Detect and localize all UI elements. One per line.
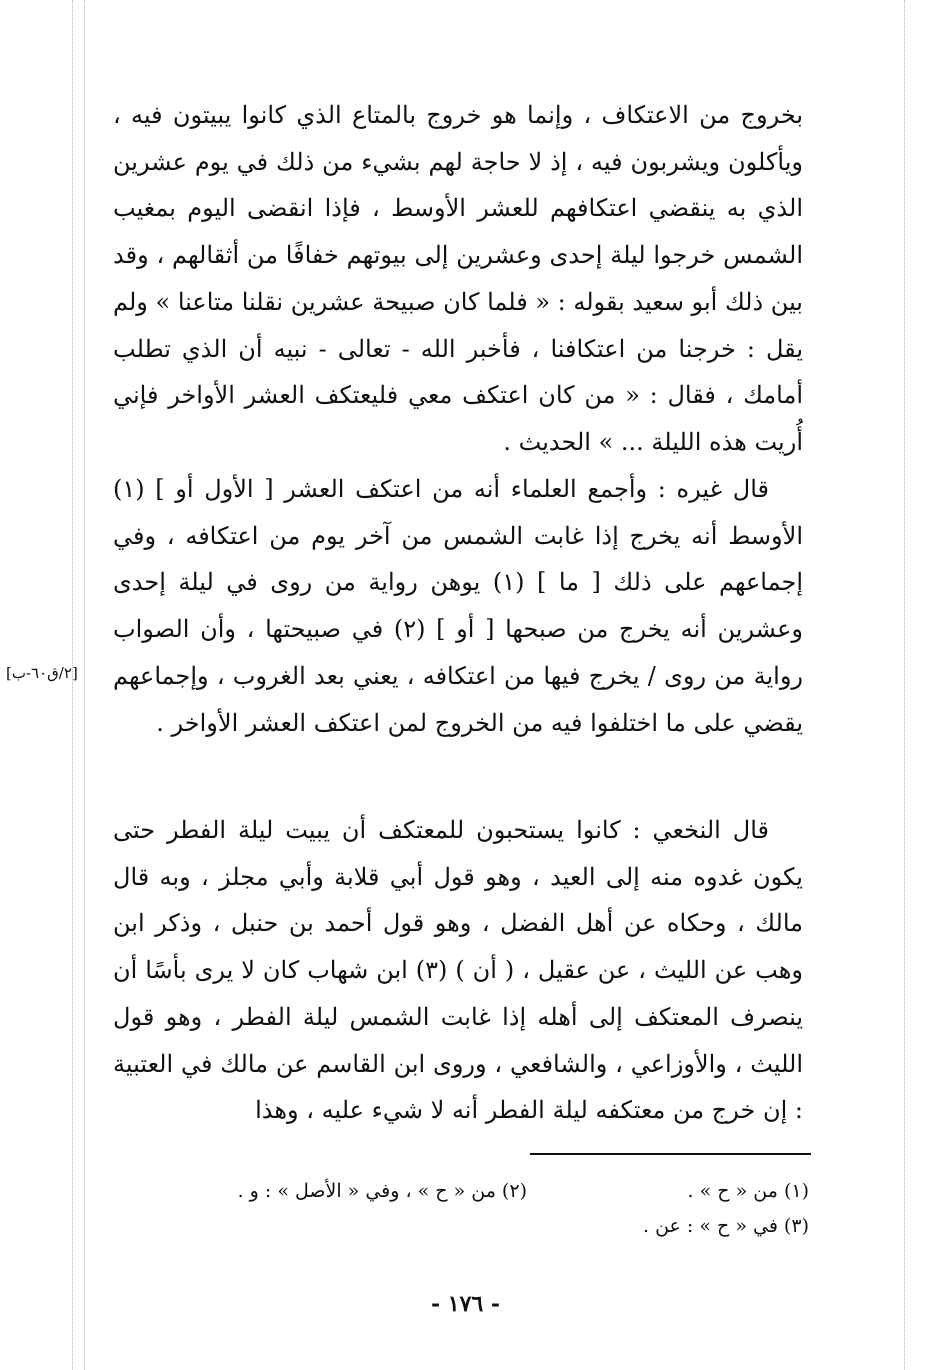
- page-number: - ١٧٦ -: [430, 1291, 501, 1317]
- scan-edge-line: [904, 0, 905, 1370]
- scan-edge-line: [84, 0, 85, 1370]
- paragraph-text: بخروج من الاعتكاف ، وإنما هو خروج بالمتاع الذي كانوا يبيتون فيه ، ويأكلون ويشربون فيه ، إذ لا حاجة لهم بشيء من ذلك في يوم عشرين الذي به ينقضي اعتكافهم للعشر الأوسط ، فإذا انقضى اليوم بمغيب الشمس خرجوا ليلة إحدى وعشرين إلى بيوتهم خفافًا من أثقالهم ، وقد بين ذلك أبو سعيد بقوله : « فلما كان صبيحة عشرين نقلنا متاعنا » ولم يقل : خرجنا من اعتكافنا ، فأخبر الله - تعالى - نبيه أن الذي تطلب أمامك ، فقال : « من كان اعتكف معي فليعتكف العشر الأواخر فإني أُريت هذه الليلة ... » الحديث .: [113, 101, 803, 456]
- footnote-divider: [530, 1153, 811, 1155]
- paragraph-text: قال النخعي : كانوا يستحبون للمعتكف أن يبيت ليلة الفطر حتى يكون غدوه منه إلى العيد ، وهو قول أبي قلابة وأبي مجلز ، وبه قال مالك ، وحكاه عن أهل الفضل ، وهو قول أحمد بن حنبل ، وذكر ابن وهب عن الليث ، عن عقيل ، ( أن ) (٣) ابن شهاب كان لا يرى بأسًا أن ينصرف المعتكف إلى أهله إذا غابت الشمس ليلة الفطر ، وهو قول الليث ، والأوزاعي ، والشافعي ، وروى ابن القاسم عن مالك في العتبية : إن خرج من معتكفه ليلة الفطر أنه لا شيء عليه ، وهذا: [113, 816, 803, 1125]
- body-paragraph-3: [113, 807, 803, 1134]
- body-paragraph-1: [113, 92, 803, 466]
- footnote-3: (٣) في « ح » : عن .: [642, 1215, 809, 1237]
- scan-edge-line: [72, 0, 73, 1370]
- footnote-2: (٢) من « ح » ، وفي « الأصل » : و .: [237, 1180, 527, 1202]
- footnote-1: (١) من « ح » .: [687, 1180, 809, 1202]
- paragraph-text: قال غيره : وأجمع العلماء أنه من اعتكف العشر [ الأول أو ] (١) الأوسط أنه يخرج إذا غابت الشمس من آخر يوم من اعتكافه ، وفي إجماعهم على ذلك [ ما ] (١) يوهن رواية من روى في ليلة إحدى وعشرين أنه يخرج من صبحها [ أو ] (٢) في صبيحتها ، وأن الصواب رواية من روى / يخرج فيها من اعتكافه ، يعني بعد الغروب ، وإجماعهم يقضي على ما اختلفوا فيه من الخروج لمن اعتكف العشر الأواخر .: [113, 475, 804, 737]
- body-paragraph-2: [113, 466, 803, 746]
- manuscript-folio-note: [٢/ق٦٠-ب]: [6, 664, 78, 682]
